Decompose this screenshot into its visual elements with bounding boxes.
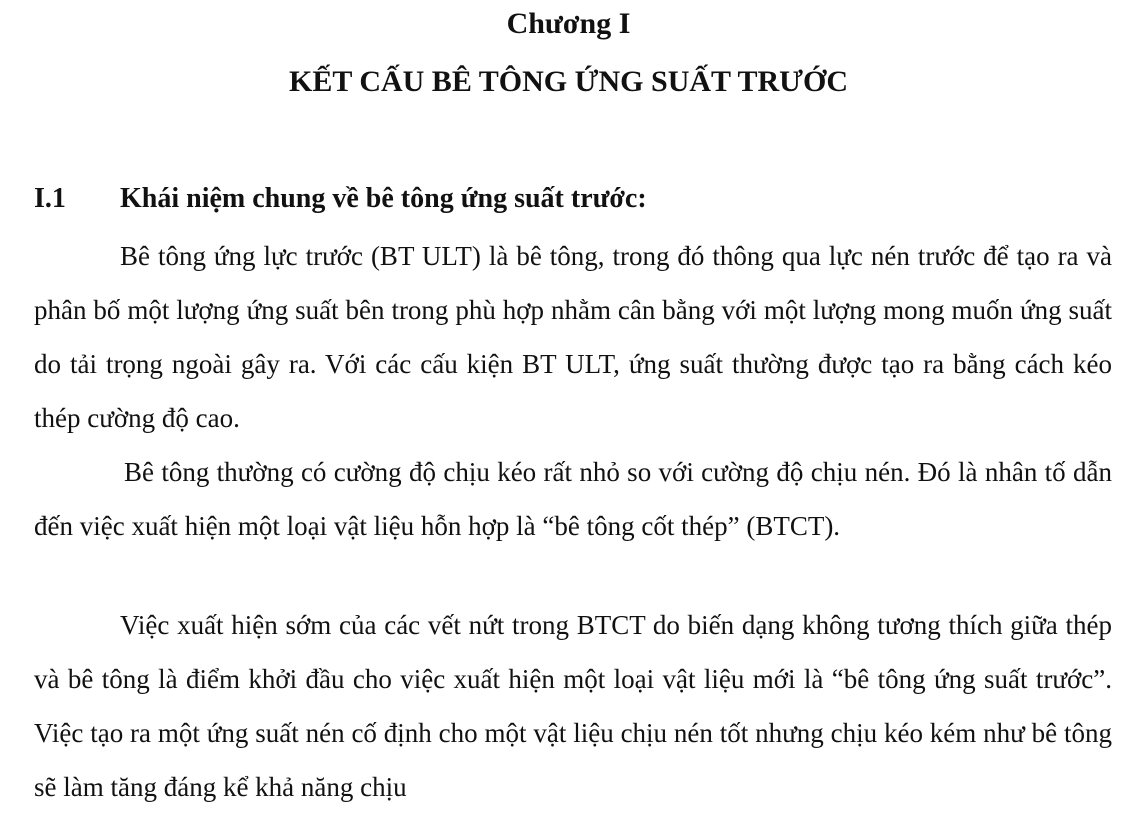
paragraph-3: Việc xuất hiện sớm của các vết nứt trong BTCT do biến dạng không tương thích giữa thép và bê tông là điểm khởi đầu cho việc xuất hiện một loại vật liệu mới là “bê tông ứng suất trước”. Việc tạo ra một ứng suất nén cố định cho một vật liệu chịu nén tốt nhưng chịu kéo kém như bê tông sẽ làm tăng đáng kể khả năng chịu [34,610,1112,802]
section-title: Khái niệm chung về bê tông ứng suất trước: [120,183,647,214]
section-number: I.1 [34,183,66,214]
paragraph-1: Bê tông ứng lực trước (BT ULT) là bê tông, trong đó thông qua lực nén trước để tạo ra và phân bố một lượng ứng suất bên trong phù hợp nhằm cân bằng với một lượng mong muốn ứng suất do tải trọng ngoài gây ra. Với các cấu kiện BT ULT, ứng suất thường được tạo ra bằng cách kéo thép cường độ cao. [34,241,1112,433]
chapter-title: KẾT CẤU BÊ TÔNG ỨNG SUẤT TRƯỚC [289,65,848,98]
paragraph-2: Bê tông thường có cường độ chịu kéo rất nhỏ so với cường độ chịu nén. Đó là nhân tố dẫn đến việc xuất hiện một loại vật liệu hỗn hợp là “bê tông cốt thép” (BTCT). [34,457,1112,541]
section-heading [34,179,647,219]
chapter-label: Chương I [506,7,631,40]
